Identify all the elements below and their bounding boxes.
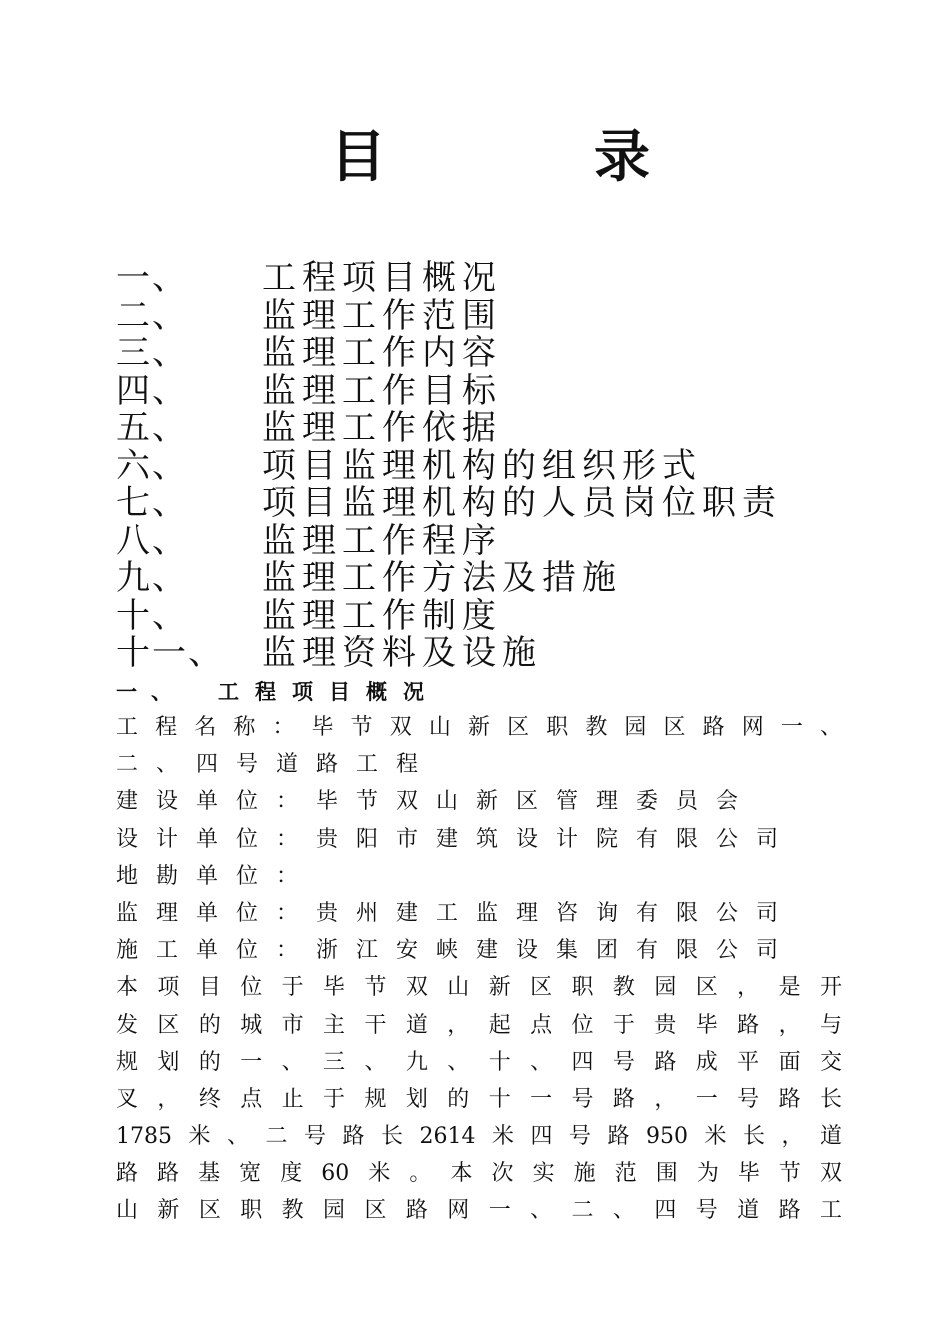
toc-item[interactable] [116, 635, 916, 673]
table-of-contents [116, 260, 916, 673]
toc-item[interactable] [116, 335, 916, 373]
paragraph-line: 叉，终点止于规划的十一号路，一号路长 [116, 1086, 842, 1112]
toc-number: 一、 [116, 258, 188, 298]
toc-item[interactable] [116, 260, 916, 298]
toc-title: 监理资料及设施 [262, 633, 542, 673]
toc-title: 监理工作程序 [262, 520, 502, 561]
toc-title: 项目监理机构的人员岗位职责 [262, 483, 782, 523]
title-char-2: 录 [594, 124, 650, 190]
section-title: 工程项目概况 [218, 679, 440, 704]
paragraph-line: 本项目位于毕节双山新区职教园区，是开 [116, 975, 842, 1001]
toc-number: 七、 [116, 483, 188, 523]
paragraph-line: 山新区职教园区路网一、二、四号道路工 [116, 1198, 842, 1224]
toc-title: 监理工作目标 [262, 370, 502, 411]
toc-number: 五、 [116, 408, 188, 448]
toc-number: 四、 [116, 370, 188, 411]
toc-title: 监理工作范围 [262, 295, 502, 336]
toc-title: 监理工作内容 [262, 333, 502, 373]
paragraph-line: 监理单位：贵州建工监理咨询有限公司 [116, 900, 797, 926]
toc-item[interactable] [116, 560, 916, 598]
toc-item[interactable] [116, 520, 916, 561]
toc-item[interactable] [116, 370, 916, 411]
paragraph-line: 施工单位：浙江安峡建设集团有限公司 [116, 938, 797, 964]
paragraph-line: 发区的城市主干道，起点位于贵毕路，与 [116, 1012, 842, 1038]
paragraph-line: 建设单位：毕节双山新区管理委员会 [116, 789, 757, 815]
toc-title: 工程项目概况 [262, 258, 502, 298]
paragraph-line: 规划的一、三、九、十、四号路成平面交 [116, 1049, 842, 1075]
paragraph-line: 1785米、二号路长2614米四号路950米长，道 [116, 1124, 842, 1150]
toc-title: 监理工作制度 [262, 595, 502, 636]
toc-number: 八、 [116, 520, 188, 561]
paragraph-line: 地勘单位： [116, 863, 317, 889]
toc-number: 三、 [116, 333, 188, 373]
toc-number: 二、 [116, 295, 188, 336]
toc-number: 九、 [116, 558, 188, 598]
section-number: 一、 [116, 679, 186, 704]
toc-item[interactable] [116, 485, 916, 523]
toc-item[interactable] [116, 595, 916, 636]
section-body [116, 709, 876, 1230]
toc-number: 六、 [116, 445, 188, 486]
paragraph-line: 路路基宽度60米。本次实施范围为毕节双 [116, 1161, 842, 1187]
page-title [0, 122, 950, 192]
toc-title: 项目监理机构的组织形式 [262, 445, 702, 486]
toc-title: 监理工作依据 [262, 408, 502, 448]
paragraph-line: 工程名称：毕节双山新区职教园区路网一、 [116, 715, 842, 740]
toc-title: 监理工作方法及措施 [262, 558, 622, 598]
paragraph-line: 设计单位：贵阳市建筑设计院有限公司 [116, 826, 797, 852]
toc-number: 十、 [116, 595, 188, 636]
toc-item[interactable] [116, 445, 916, 486]
toc-number: 十一、 [116, 633, 224, 673]
toc-item[interactable] [116, 295, 916, 336]
section-heading [116, 676, 616, 708]
paragraph-line: 二、四号道路工程 [116, 752, 437, 778]
toc-item[interactable] [116, 410, 916, 448]
title-char-1: 目 [330, 124, 386, 190]
